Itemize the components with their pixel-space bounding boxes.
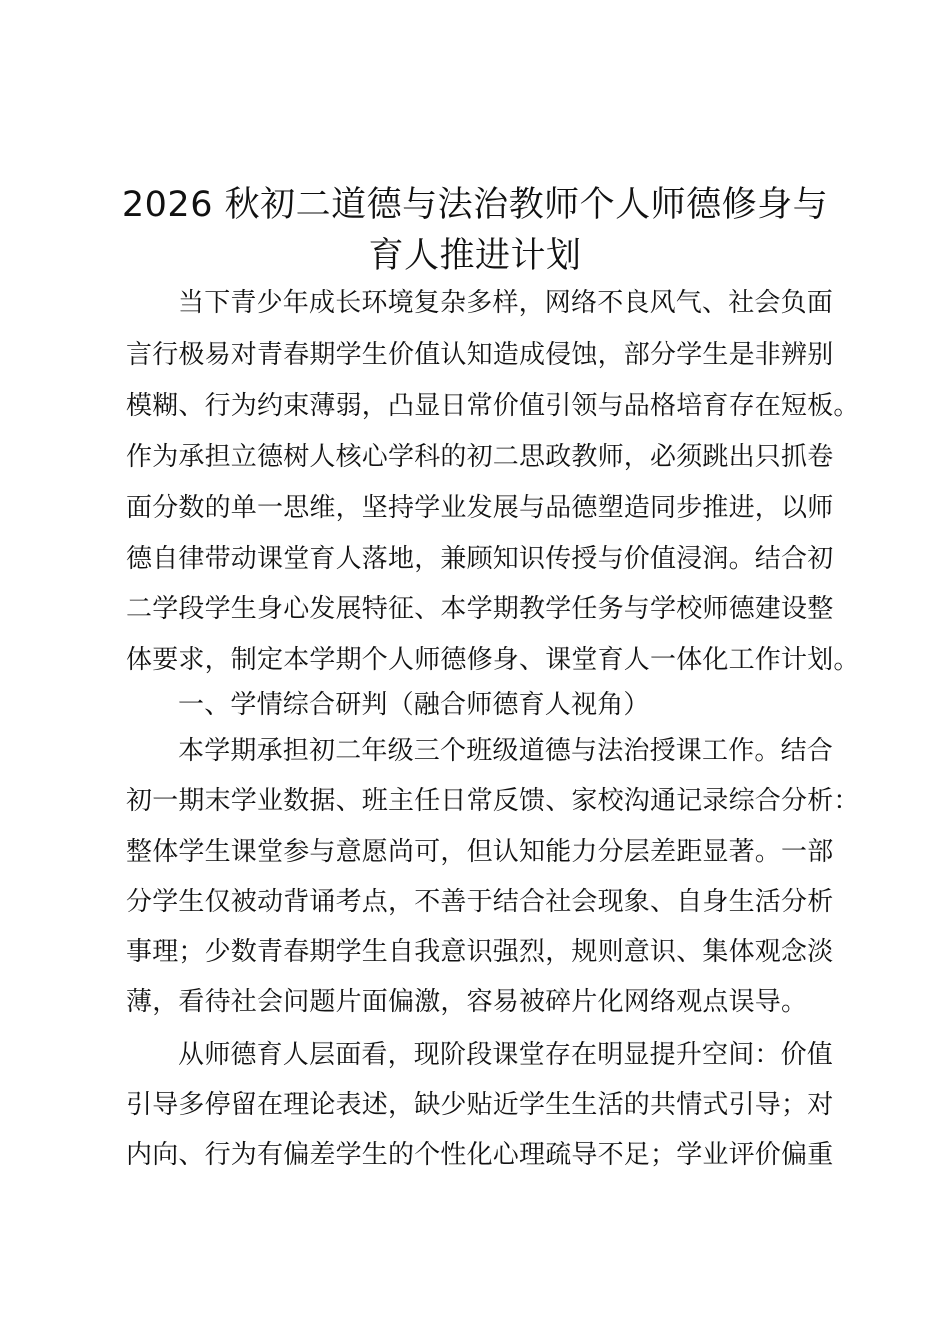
section-heading: 一、学情综合研判（融合师德育人视角） bbox=[178, 690, 650, 720]
body-line: 德自律带动课堂育人落地，兼顾知识传授与价值浸润。结合初 bbox=[126, 544, 834, 574]
body-line: 二学段学生身心发展特征、本学期教学任务与学校师德建设整 bbox=[126, 594, 834, 624]
body-line: 引导多停留在理论表述，缺少贴近学生生活的共情式引导；对 bbox=[126, 1090, 834, 1120]
body-line: 本学期承担初二年级三个班级道德与法治授课工作。结合 bbox=[178, 736, 834, 766]
body-line: 面分数的单一思维，坚持学业发展与品德塑造同步推进，以师 bbox=[126, 493, 834, 523]
body-line: 作为承担立德树人核心学科的初二思政教师，必须跳出只抓卷 bbox=[126, 442, 834, 472]
body-line: 分学生仅被动背诵考点，不善于结合社会现象、自身生活分析 bbox=[126, 887, 834, 917]
body-line: 整体学生课堂参与意愿尚可，但认知能力分层差距显著。一部 bbox=[126, 837, 834, 867]
body-line: 事理；少数青春期学生自我意识强烈，规则意识、集体观念淡 bbox=[126, 937, 834, 967]
body-line: 内向、行为有偏差学生的个性化心理疏导不足；学业评价偏重 bbox=[126, 1140, 834, 1170]
body-line: 初一期末学业数据、班主任日常反馈、家校沟通记录综合分析： bbox=[126, 786, 860, 816]
document-title-line-2: 育人推进计划 bbox=[368, 236, 582, 276]
body-line: 从师德育人层面看，现阶段课堂存在明显提升空间：价值 bbox=[178, 1040, 834, 1070]
body-line: 当下青少年成长环境复杂多样，网络不良风气、社会负面 bbox=[178, 288, 834, 318]
body-line: 言行极易对青春期学生价值认知造成侵蚀，部分学生是非辨别 bbox=[126, 340, 834, 370]
document-title-line-1: 2026 秋初二道德与法治教师个人师德修身与 bbox=[121, 185, 829, 225]
body-line: 模糊、行为约束薄弱，凸显日常价值引领与品格培育存在短板。 bbox=[126, 391, 860, 421]
body-line: 体要求，制定本学期个人师德修身、课堂育人一体化工作计划。 bbox=[126, 645, 860, 675]
body-line: 薄，看待社会问题片面偏激，容易被碎片化网络观点误导。 bbox=[126, 987, 808, 1017]
